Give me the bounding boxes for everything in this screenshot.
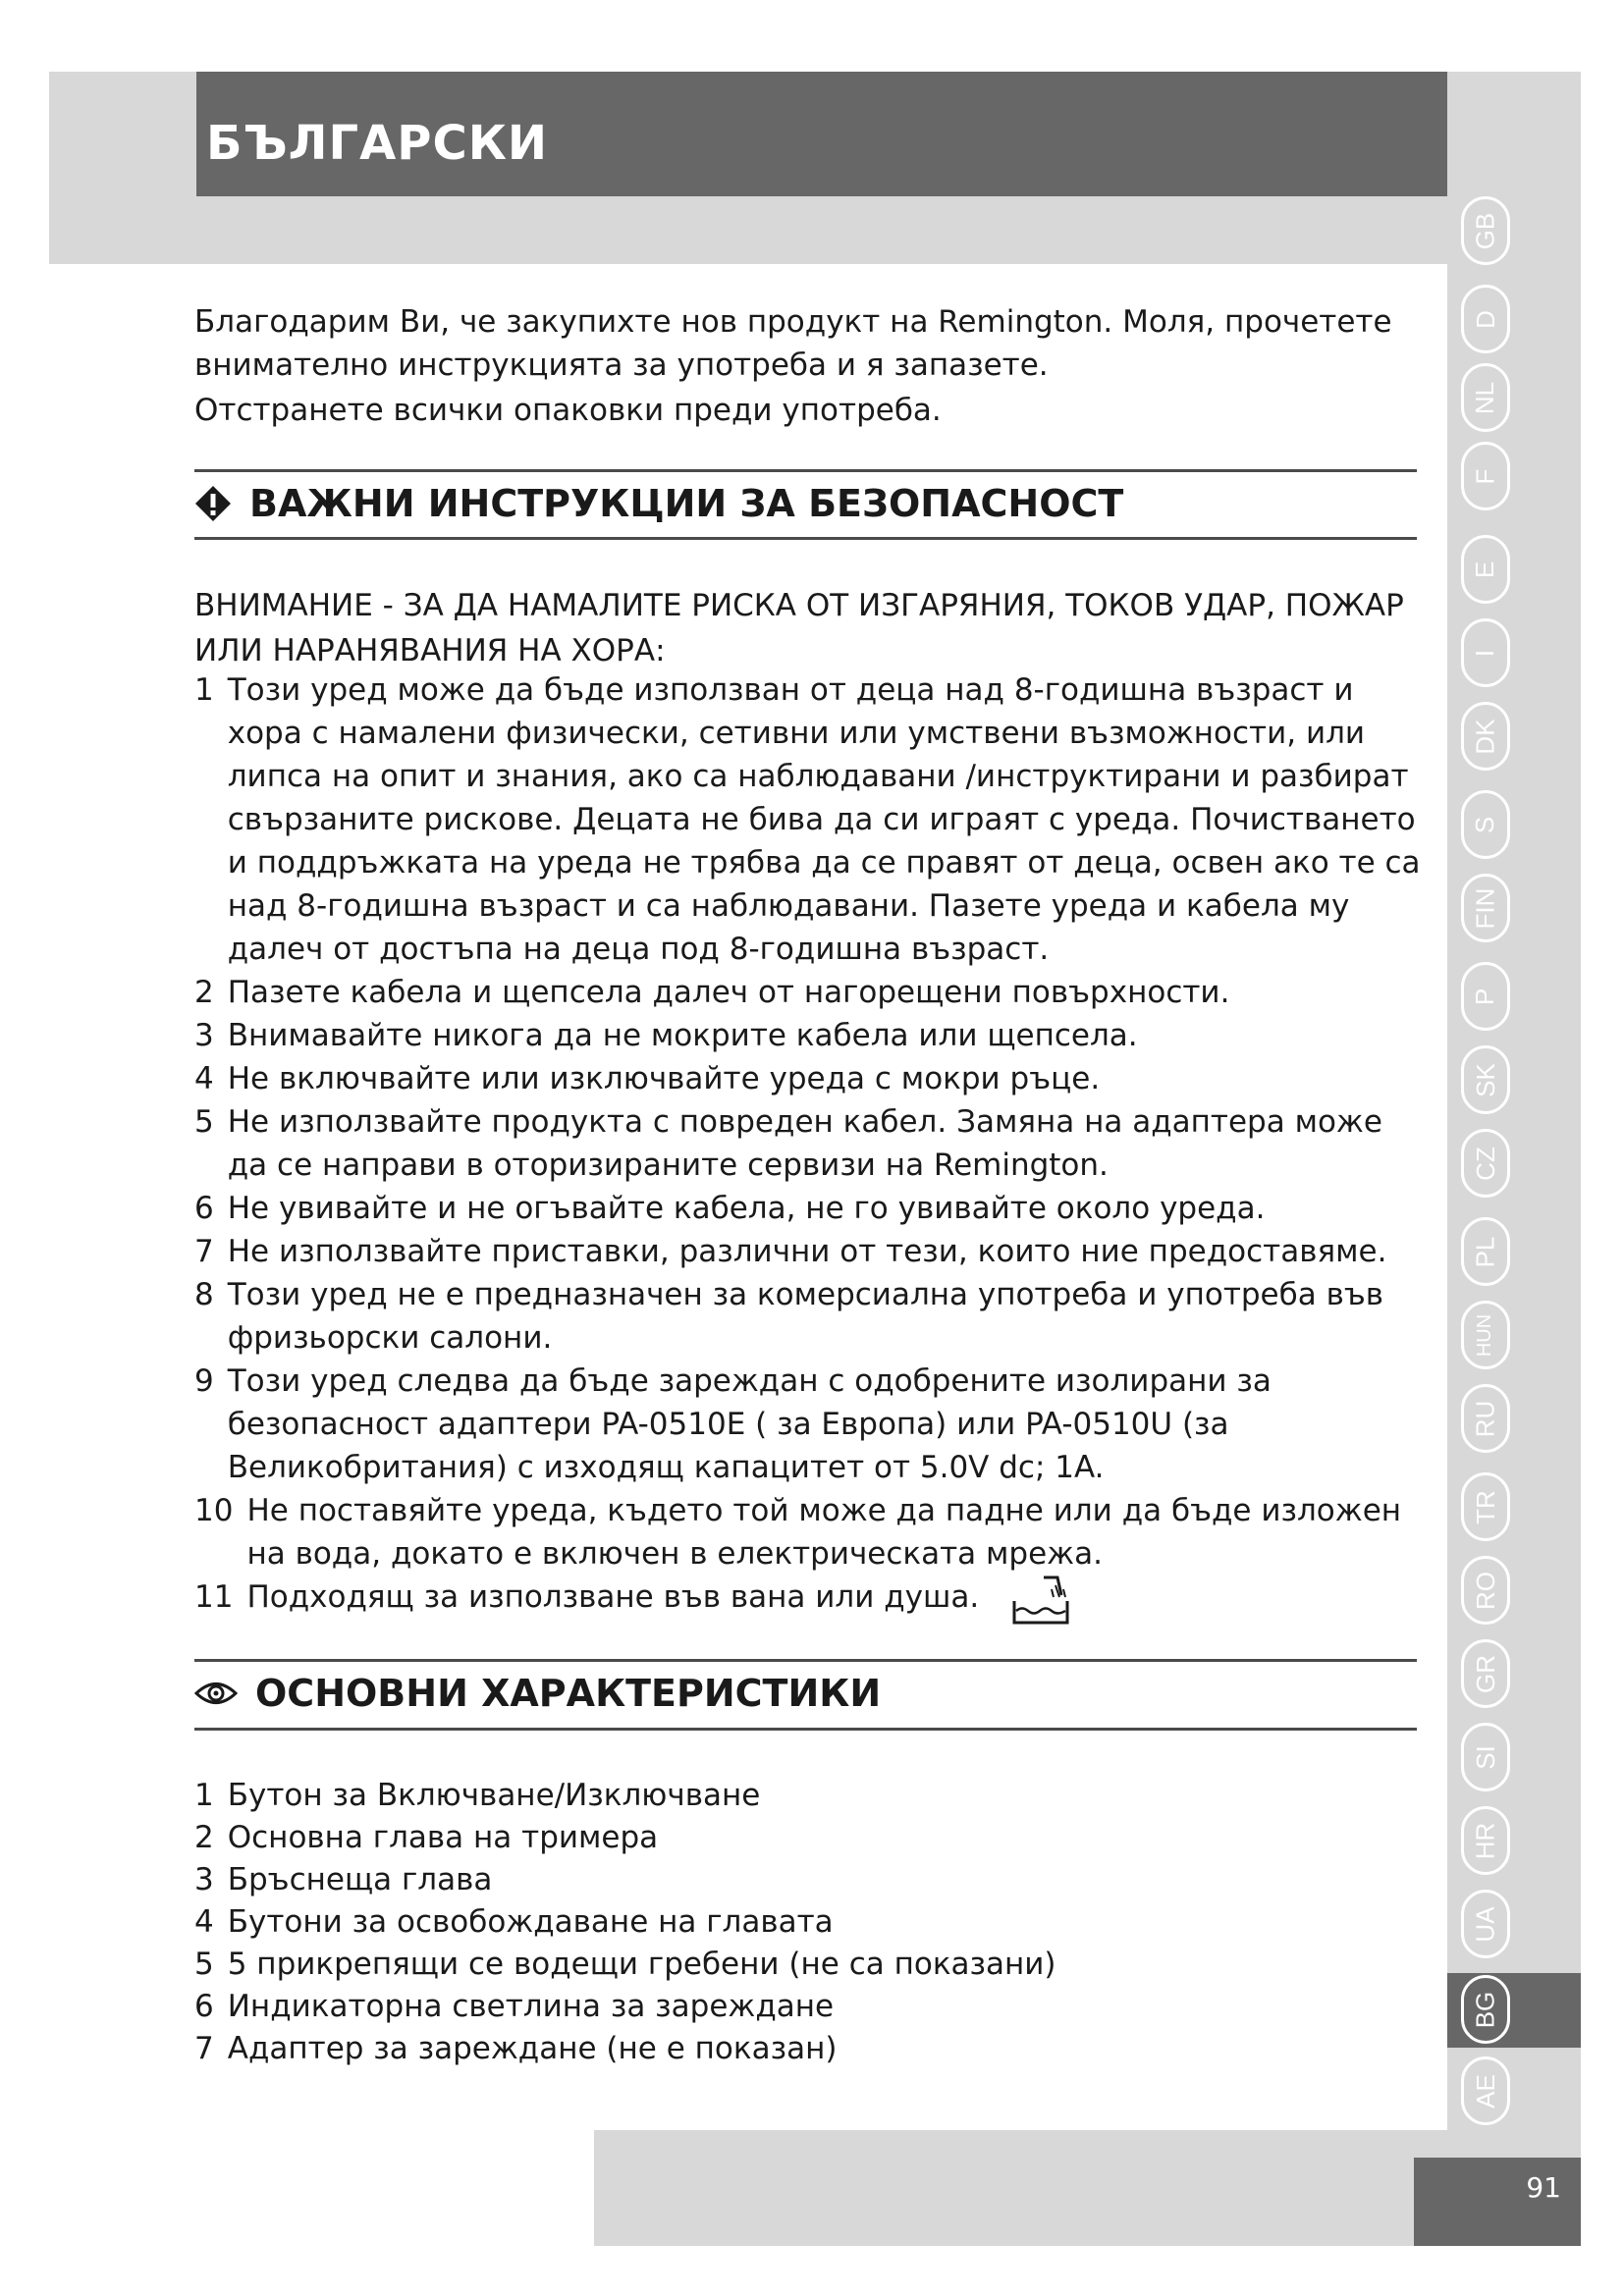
bath-shower-icon <box>1008 1572 1073 1627</box>
list-item: 2 Пазете кабела и щепсела далеч от нагорещени повърхности. <box>194 975 1230 1010</box>
warning-line-2: ИЛИ НАРАНЯВАНИЯ НА ХОРА: <box>194 633 666 668</box>
features-heading <box>194 1672 881 1715</box>
lang-tab-ru[interactable]: RU <box>1461 1384 1510 1453</box>
list-item: 7 Адаптер за зареждане (не е показан) <box>194 2031 838 2066</box>
list-item: 4 Не включвайте или изключвайте уреда с мокри ръце. <box>194 1061 1101 1096</box>
lang-tab-pl[interactable]: PL <box>1461 1217 1510 1286</box>
list-item: 6 Индикаторна светлина за зареждане <box>194 1989 835 2024</box>
page-title: БЪЛГАРСКИ <box>206 116 549 171</box>
safety-heading-text: ВАЖНИ ИНСТРУКЦИИ ЗА БЕЗОПАСНОСТ <box>249 482 1124 525</box>
lang-tab-s[interactable]: S <box>1461 790 1510 859</box>
warning-line-1: ВНИМАНИЕ - ЗА ДА НАМАЛИТЕ РИСКА ОТ ИЗГАРЯНИЯ, ТОКОВ УДАР, ПОЖАР <box>194 588 1404 623</box>
lang-tab-i[interactable]: I <box>1461 618 1510 687</box>
lang-tab-hun[interactable]: HUN <box>1461 1301 1510 1369</box>
lang-tab-si[interactable]: SI <box>1461 1723 1510 1791</box>
list-item: 7 Не използвайте приставки, различни от тези, които ние предоставяме. <box>194 1234 1387 1269</box>
safety-list <box>194 668 1421 1627</box>
intro-line-2: внимателно инструкцията за употреба и я запазете. <box>194 347 1049 383</box>
lang-tab-tr[interactable]: TR <box>1461 1472 1510 1541</box>
lang-tab-p[interactable]: P <box>1461 962 1510 1031</box>
list-item: 10 Не поставяйте уреда, където той може да падне или да бъде изложен на вода, докато е включен в електрическата мрежа. <box>194 1493 1402 1572</box>
list-item: 9 Този уред следва да бъде зареждан с одобрените изолирани за безопасност адаптери PA-0510E ( за Европа) или PA-0510U (за Великобритания) с изходящ капацитет от 5.0V dc; 1A. <box>194 1363 1272 1485</box>
lang-tab-ro[interactable]: RO <box>1461 1556 1510 1625</box>
lang-tab-nl[interactable]: NL <box>1461 363 1510 432</box>
safety-heading <box>194 482 1123 525</box>
lang-tab-bg[interactable]: BG <box>1461 1975 1510 2044</box>
intro-line-3: Отстранете всички опаковки преди употреба. <box>194 393 942 428</box>
lang-tab-hr[interactable]: HR <box>1461 1806 1510 1875</box>
lang-tab-d[interactable]: D <box>1461 285 1510 353</box>
list-item: 6 Не увивайте и не огъвайте кабела, не го увивайте около уреда. <box>194 1191 1266 1226</box>
section-rule <box>194 537 1417 540</box>
warning-icon <box>194 485 232 522</box>
features-list <box>194 1775 1056 2070</box>
list-item: 5 Не използвайте продукта с повреден кабел. Замяна на адаптера може да се направи в оторизираните сервизи на Remington. <box>194 1104 1382 1183</box>
lang-tab-gb[interactable]: GB <box>1461 196 1510 265</box>
lang-tab-gr[interactable]: GR <box>1461 1639 1510 1708</box>
lang-tab-cz[interactable]: CZ <box>1461 1129 1510 1198</box>
list-item: 3 Бръснеща глава <box>194 1862 493 1897</box>
intro-line-1: Благодарим Ви, че закупихте нов продукт на Remington. Моля, прочетете <box>194 304 1392 340</box>
lang-tab-f[interactable]: F <box>1461 442 1510 510</box>
list-item: 11 Подходящ за използване във вана или душа. <box>194 1575 1421 1627</box>
list-item: 4 Бутони за освобождаване на главата <box>194 1904 834 1940</box>
list-item: 8 Този уред не е предназначен за комерсиална употреба и употреба във фризьорски салони. <box>194 1277 1384 1356</box>
section-rule <box>194 1728 1417 1731</box>
lang-tab-sk[interactable]: SK <box>1461 1045 1510 1114</box>
list-item: 2 Основна глава на тримера <box>194 1820 659 1855</box>
features-heading-text: ОСНОВНИ ХАРАКТЕРИСТИКИ <box>255 1672 882 1715</box>
section-rule <box>194 1659 1417 1662</box>
page-number: 91 <box>1526 2171 1561 2204</box>
section-rule <box>194 469 1417 472</box>
lang-tab-ua[interactable]: UA <box>1461 1890 1510 1958</box>
lang-tab-fin[interactable]: FIN <box>1461 874 1510 942</box>
list-item: 3 Внимавайте никога да не мокрите кабела или щепсела. <box>194 1018 1138 1053</box>
list-item: 1 Бутон за Включване/Изключване <box>194 1778 761 1813</box>
lang-tab-dk[interactable]: DK <box>1461 702 1510 771</box>
list-item: 5 5 прикрепящи се водещи гребени (не са показани) <box>194 1947 1056 1982</box>
lang-tab-ae[interactable]: AE <box>1461 2056 1510 2125</box>
list-item: 1 Този уред може да бъде използван от деца над 8-годишна възраст и хора с намалени физически, сетивни или умствени възможности, или липса на опит и знания, ако са наблюдавани /инструктирани и разбират свързаните рискове. Децата не бива да си играят с уреда. Почистването и поддръжката на уреда не трябва да се правят от деца, освен ако те са над 8-годишна възраст и са наблюдавани. Пазете уреда и кабела му далеч от достъпа на деца под 8-годишна възраст. <box>194 672 1421 967</box>
lang-tab-e[interactable]: E <box>1461 535 1510 604</box>
eye-icon <box>194 1679 238 1708</box>
